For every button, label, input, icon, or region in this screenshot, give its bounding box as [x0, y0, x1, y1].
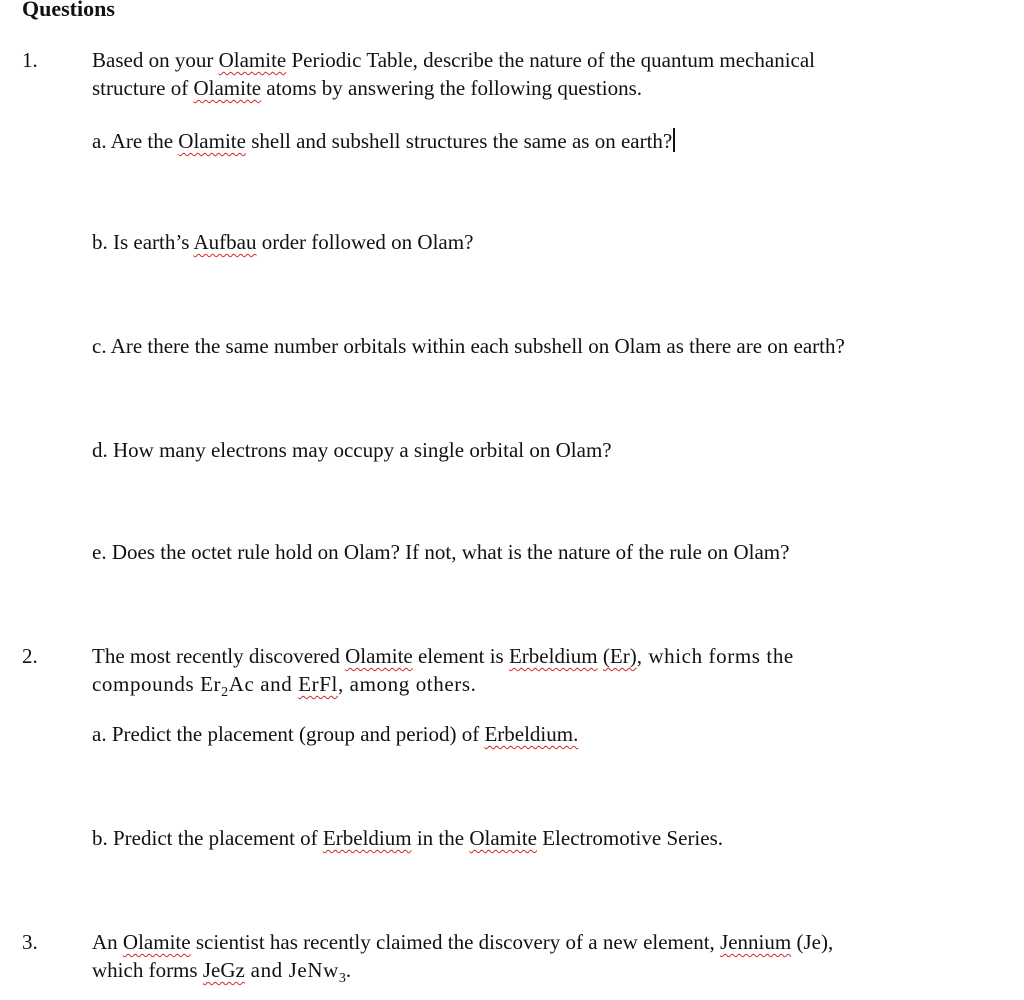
spell-flag: JeGz [202, 958, 245, 982]
spell-flag: Jennium [720, 930, 792, 954]
question-3-line-2[interactable]: which forms JeGz and JeNw$_3$. [92, 958, 352, 987]
spell-flag: Olamite [469, 826, 537, 850]
question-1d[interactable]: d. How many electrons may occupy a single orbital on Olam? [92, 438, 612, 462]
spell-flag: Olamite [178, 129, 246, 153]
question-1c[interactable]: c. Are there the same number orbitals within each subshell on Olam as there are on earth? [92, 334, 845, 358]
question-1-number: 1. [22, 48, 38, 72]
question-1-line-1[interactable]: Based on your Olamite Periodic Table, describe the nature of the quantum mechanical [92, 48, 816, 72]
spell-flag: Olamite [345, 644, 413, 668]
question-2a[interactable]: a. Predict the placement (group and period) of Erbeldium. [92, 722, 579, 746]
question-1a[interactable]: a. Are the Olamite shell and subshell structures the same as on earth? [92, 128, 675, 154]
spell-flag: Erbeldium [508, 644, 598, 668]
spell-flag: Erbeldium. [484, 722, 579, 746]
spell-flag: Olamite [218, 48, 287, 72]
spell-flag: Erbeldium [322, 826, 412, 850]
question-3-line-1[interactable]: An Olamite scientist has recently claimed the discovery of a new element, Jennium (Je), [92, 930, 834, 954]
spell-flag: Olamite [122, 930, 191, 954]
section-heading: Questions [22, 0, 115, 21]
question-2-line-2[interactable]: compounds $Er_2Ac$ and ErFl, among others. [92, 672, 477, 701]
spell-flag: Aufbau [193, 230, 257, 254]
question-2-line-1[interactable]: The most recently discovered Olamite element is Erbeldium (Er), which forms the [92, 644, 794, 668]
spell-flag: Olamite [193, 76, 262, 100]
question-2b[interactable]: b. Predict the placement of Erbeldium in the Olamite Electromotive Series. [92, 826, 724, 850]
question-2-number: 2. [22, 644, 38, 668]
text-cursor [673, 128, 675, 152]
spell-flag: ErFl [298, 672, 338, 696]
spell-flag: (Er) [602, 644, 637, 668]
question-1-line-2[interactable]: structure of Olamite atoms by answering the following questions. [92, 76, 642, 100]
question-1b[interactable]: b. Is earth’s Aufbau order followed on Olam? [92, 230, 474, 254]
question-3-number: 3. [22, 930, 38, 954]
question-1e[interactable]: e. Does the octet rule hold on Olam? If not, what is the nature of the rule on Olam? [92, 540, 790, 564]
